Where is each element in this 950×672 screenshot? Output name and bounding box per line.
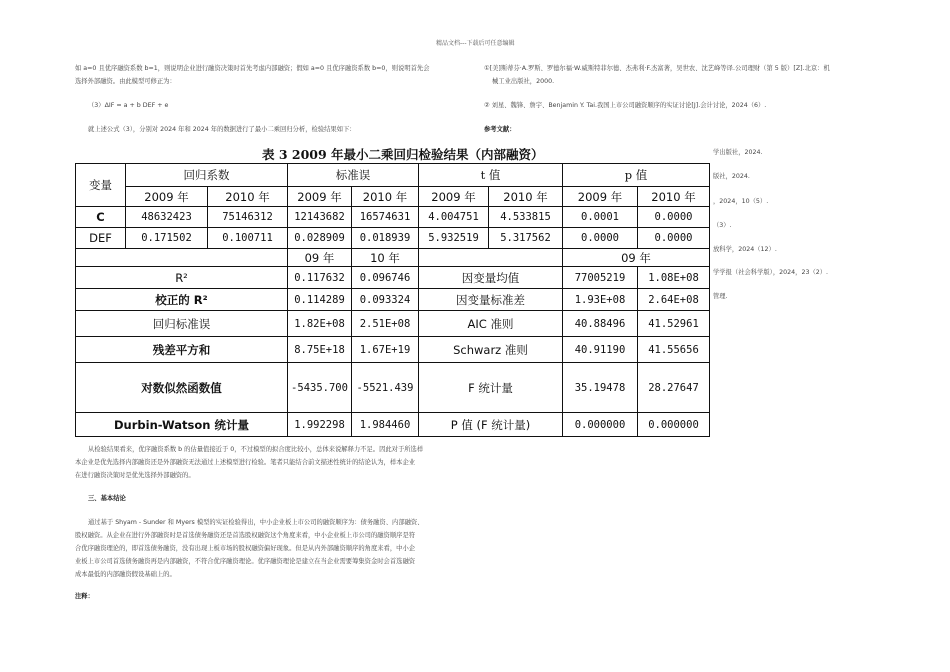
stat-label: 对数似然函数值 xyxy=(76,363,288,413)
reference-2: ② 刘星、魏锋、詹宇、Benjamin Y. Tai.我国上市公司融资顺序的实证讨论[J].会计讨论，2024（6）. xyxy=(484,102,767,109)
table-cell: 1.984460 xyxy=(352,413,419,437)
table-cell: 8.75E+18 xyxy=(288,337,352,363)
table-cell: 0.114289 xyxy=(288,289,352,311)
table-cell: 12143682 xyxy=(288,207,352,228)
table-row xyxy=(76,228,710,249)
table-cell: 40.88496 xyxy=(563,311,638,337)
stat-label: 残差平方和 xyxy=(76,337,288,363)
year-2010: 2010 年 xyxy=(208,187,288,207)
table-cell: 1.992298 xyxy=(288,413,352,437)
section-line: 通过基于 Shyam - Sunder 和 Myers 模型的实证检验得出，中小企业板上市公司的融资顺序为：债务融资、内部融资、 xyxy=(88,519,424,526)
table-cell: 77005219 xyxy=(563,267,638,289)
table-cell: 0.093324 xyxy=(352,289,419,311)
intro-line-1: 如 a=0 且优序融资系数 b=1，则说明企业进行融资决策时首先考虑内部融资；假如 a=0 且优序融资系数 b=0，则说明首先会 xyxy=(75,65,430,72)
table-cell: 1.93E+08 xyxy=(563,289,638,311)
side-fragment: （3）. xyxy=(713,222,732,229)
table-cell: 0.100711 xyxy=(208,228,288,249)
table-cell: 2.51E+08 xyxy=(352,311,419,337)
header-p-value: p 值 xyxy=(563,164,710,187)
stat-label: 因变量均值 xyxy=(419,267,563,289)
row-label: C xyxy=(76,207,126,228)
conclusion-line-3: 在进行融资决策时是优先选择外部融资的。 xyxy=(75,472,195,479)
stat-label: AIC 准则 xyxy=(419,311,563,337)
notes-label: 注释： xyxy=(75,593,94,600)
formula-3: （3）ΔIF = a + b DEF + e xyxy=(88,102,169,109)
table-cell: 1.82E+08 xyxy=(288,311,352,337)
section-line: 业板上市公司首选债务融资再是内部融资，不符合优序融资理论。优序融资理论是建立在当企业需要筹集资金时会首选融资 xyxy=(75,558,416,565)
side-fragment: 版社，2024. xyxy=(713,173,750,180)
header-coefficient: 回归系数 xyxy=(126,164,288,187)
section-heading: 三、基本结论 xyxy=(88,495,126,502)
table-cell: 16574631 xyxy=(352,207,419,228)
table-cell: 0.028909 xyxy=(288,228,352,249)
table-row xyxy=(76,363,710,413)
table-title: 表 3 2009 年最小二乘回归检验结果（内部融资） xyxy=(262,147,544,162)
table-cell: 28.27647 xyxy=(638,363,710,413)
table-row xyxy=(76,289,710,311)
table-cell: 0.0000 xyxy=(638,207,710,228)
analysis-intro: 就上述公式（3），分别对 2024 年和 2024 年的数据进行了最小二乘回归分析，检验结果如下： xyxy=(88,126,356,133)
regression-results-table xyxy=(75,163,710,437)
table-cell: 1.08E+08 xyxy=(638,267,710,289)
table-cell: 0.018939 xyxy=(352,228,419,249)
table-cell: 0.0000 xyxy=(638,228,710,249)
table-cell: 1.67E+19 xyxy=(352,337,419,363)
year-2010: 2010 年 xyxy=(489,187,563,207)
row-label: DEF xyxy=(76,228,126,249)
side-fragment: ，2024，10（5）. xyxy=(713,198,769,205)
table-cell: 41.55656 xyxy=(638,337,710,363)
table-row xyxy=(76,267,710,289)
table-cell: 0.171502 xyxy=(126,228,208,249)
section-line: 合优序融资理论的，即首选债务融资，没有出现上板市场的股权融资偏好现象。但是从内外部融资顺序的角度来看，中小企 xyxy=(75,545,416,552)
stat-label: 回归标准误 xyxy=(76,311,288,337)
page-header-note: 精品文档---下载后可任意编辑 xyxy=(436,40,515,47)
table-cell: 75146312 xyxy=(208,207,288,228)
side-fragment: 管理. xyxy=(713,293,728,300)
year-2010: 2010 年 xyxy=(352,187,419,207)
table-row xyxy=(76,337,710,363)
conclusion-line-2: 本企业是优先选择内部融资还是外部融资无法通过上述模型进行检验。笔者只能结合前文描述性统计的结论认为，样本企业 xyxy=(75,459,416,466)
conclusion-line-1: 从检验结果看来，优序融资系数 b 的估量值接近于 0，不过模型的拟合度比较小，总体来说解释力不足。因此对于所选样 xyxy=(88,446,424,453)
stat-label: 校正的 R² xyxy=(76,289,288,311)
section-line: 股权融资。从企业在进行外部融资时是首选债务融资还是首选股权融资这个角度来看，中小企业板上市公司的融资顺序是符 xyxy=(75,532,416,539)
table-row xyxy=(76,207,710,228)
reference-1-line-1: ①[美]斯蒂芬·A.罗斯、罗德尔福·W.威斯特菲尔德、杰弗利·F.杰富著，吴世农、沈艺峰等译.公司理财（第 5 版）[Z].北京：机 xyxy=(484,65,830,72)
table-cell: 5.932519 xyxy=(419,228,489,249)
stat-label: F 统计量 xyxy=(419,363,563,413)
year-2009: 2009 年 xyxy=(288,187,352,207)
table-row xyxy=(76,413,710,437)
table-cell: 0.096746 xyxy=(352,267,419,289)
table-cell: 35.19478 xyxy=(563,363,638,413)
table-cell: 0.000000 xyxy=(638,413,710,437)
table-cell: 5.317562 xyxy=(489,228,563,249)
intro-line-2: 选择外部融资。由此模型可修正为： xyxy=(75,78,176,85)
references-heading: 参考文献： xyxy=(484,126,516,133)
side-fragment: 学出版社，2024. xyxy=(713,149,763,156)
table-cell: 0.0001 xyxy=(563,207,638,228)
year-2010: 2010 年 xyxy=(638,187,710,207)
table-cell: 40.91190 xyxy=(563,337,638,363)
header-variable: 变量 xyxy=(76,164,126,207)
table-cell: 41.52961 xyxy=(638,311,710,337)
side-fragment: 学学报（社会科学版），2024，23（2）. xyxy=(713,269,829,276)
sub-year-09-right: 09 年 xyxy=(563,249,710,267)
reference-1-line-2: 械工业出版社，2000. xyxy=(492,78,555,85)
table-cell: 48632423 xyxy=(126,207,208,228)
blank-cell xyxy=(419,249,563,267)
header-std-error: 标准误 xyxy=(288,164,419,187)
year-2009: 2009 年 xyxy=(563,187,638,207)
table-cell: -5435.700 xyxy=(288,363,352,413)
stat-label: P 值 (F 统计量) xyxy=(419,413,563,437)
table-cell: -5521.439 xyxy=(352,363,419,413)
blank-cell xyxy=(76,249,288,267)
header-t-value: t 值 xyxy=(419,164,563,187)
stat-label: R² xyxy=(76,267,288,289)
table-cell: 0.000000 xyxy=(563,413,638,437)
stat-label: Schwarz 准则 xyxy=(419,337,563,363)
sub-year-10: 10 年 xyxy=(352,249,419,267)
stat-label: 因变量标准差 xyxy=(419,289,563,311)
year-2009: 2009 年 xyxy=(126,187,208,207)
year-2009: 2009 年 xyxy=(419,187,489,207)
table-cell: 0.117632 xyxy=(288,267,352,289)
sub-year-09: 09 年 xyxy=(288,249,352,267)
section-line: 成本最低的内部融资假设基础上的。 xyxy=(75,571,176,578)
table-cell: 0.0000 xyxy=(563,228,638,249)
stat-label: Durbin-Watson 统计量 xyxy=(76,413,288,437)
side-fragment: 放科学，2024（12）. xyxy=(713,246,777,253)
table-cell: 4.533815 xyxy=(489,207,563,228)
table-row xyxy=(76,311,710,337)
table-cell: 2.64E+08 xyxy=(638,289,710,311)
table-cell: 4.004751 xyxy=(419,207,489,228)
